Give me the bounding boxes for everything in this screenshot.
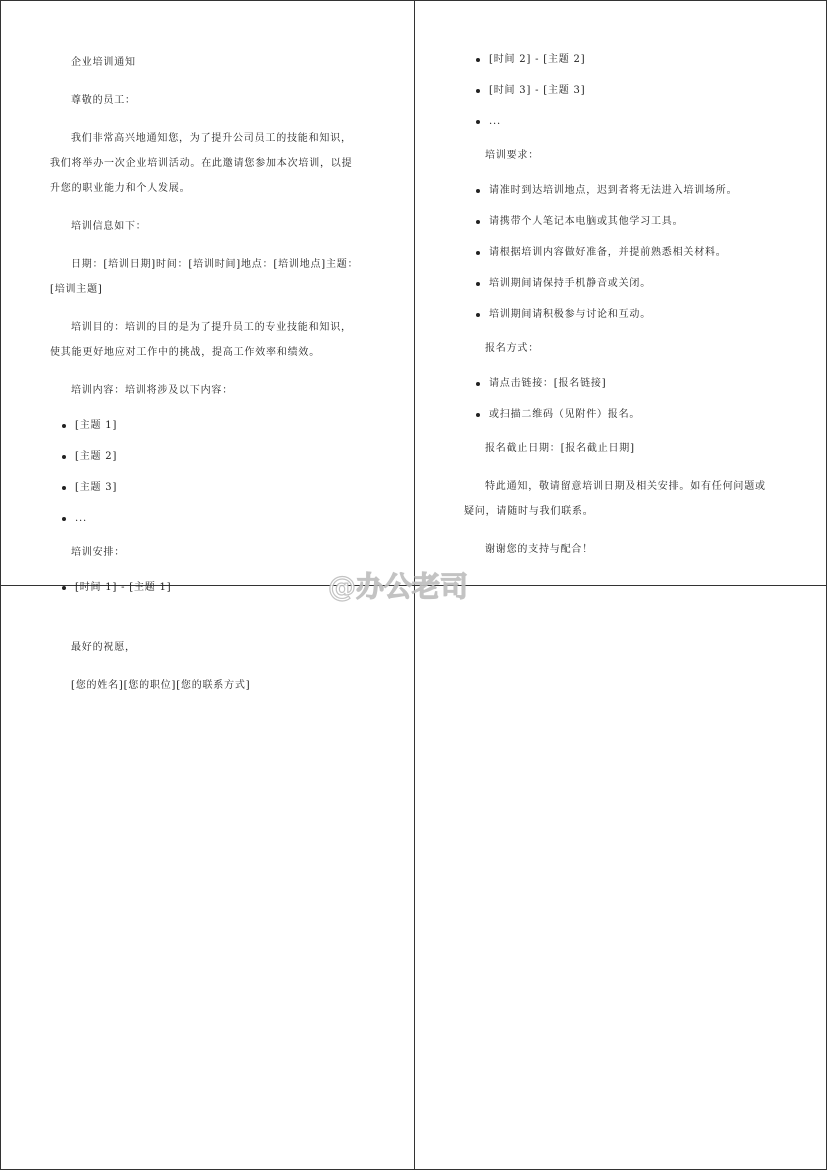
intro-paragraph: 我们非常高兴地通知您，为了提升公司员工的技能和知识，我们将举办一次企业培训活动。在此邀请您参加本次培训，以提升您的职业能力和个人发展。 — [50, 133, 353, 194]
schedule-list-item: [时间 2] - [主题 2] — [464, 50, 774, 69]
signup-list-item: 或扫描二维码（见附件）报名。 — [464, 405, 774, 424]
greeting: 尊敬的员工： — [71, 95, 136, 106]
requirement-list-item: 培训期间请积极参与讨论和互动。 — [464, 305, 774, 324]
thanks-line: 谢谢您的支持与配合！ — [485, 544, 593, 555]
content-list-item: [主题 3] — [50, 478, 360, 497]
info-line: 日期：[培训日期]时间：[培训时间]地点：[培训地点]主题：[培训主题] — [50, 259, 359, 295]
page2-left-column — [50, 635, 360, 711]
purpose-paragraph: 培训目的：培训的目的是为了提升员工的专业技能和知识，使其能更好地应对工作中的挑战，提高工作效率和绩效。 — [50, 322, 352, 358]
deadline-line: 报名截止日期：[报名截止日期] — [485, 443, 635, 454]
info-heading: 培训信息如下： — [71, 221, 147, 232]
content-heading: 培训内容：培训将涉及以下内容： — [71, 385, 233, 396]
schedule-heading: 培训安排： — [71, 547, 125, 558]
content-list-item: ... — [50, 509, 360, 528]
requirements-heading: 培训要求： — [485, 150, 539, 161]
regards-line: 最好的祝愿， — [71, 642, 136, 653]
schedule-list-item: [时间 3] - [主题 3] — [464, 81, 774, 100]
watermark-logo: @办公老司 — [328, 570, 469, 603]
content-list-item: [主题 1] — [50, 416, 360, 435]
requirement-list-item: 请准时到达培训地点，迟到者将无法进入培训场所。 — [464, 181, 774, 200]
signature-line: [您的姓名][您的职位][您的联系方式] — [71, 680, 251, 691]
requirement-list-item: 请携带个人笔记本电脑或其他学习工具。 — [464, 212, 774, 231]
schedule-list-item: [时间 1] - [主题 1] — [50, 578, 360, 597]
schedule-list-item: ... — [464, 112, 774, 131]
notice-title: 企业培训通知 — [71, 57, 136, 68]
content-list-item: [主题 2] — [50, 447, 360, 466]
requirement-list-item: 培训期间请保持手机静音或关闭。 — [464, 274, 774, 293]
closing-paragraph: 特此通知，敬请留意培训日期及相关安排。如有任何问题或疑问，请随时与我们联系。 — [464, 481, 766, 517]
signup-heading: 报名方式： — [485, 343, 539, 354]
page1-left-column — [50, 50, 360, 609]
requirement-list-item: 请根据培训内容做好准备，并提前熟悉相关材料。 — [464, 243, 774, 262]
signup-list-item: 请点击链接：[报名链接] — [464, 374, 774, 393]
page1-right-column — [464, 50, 774, 575]
